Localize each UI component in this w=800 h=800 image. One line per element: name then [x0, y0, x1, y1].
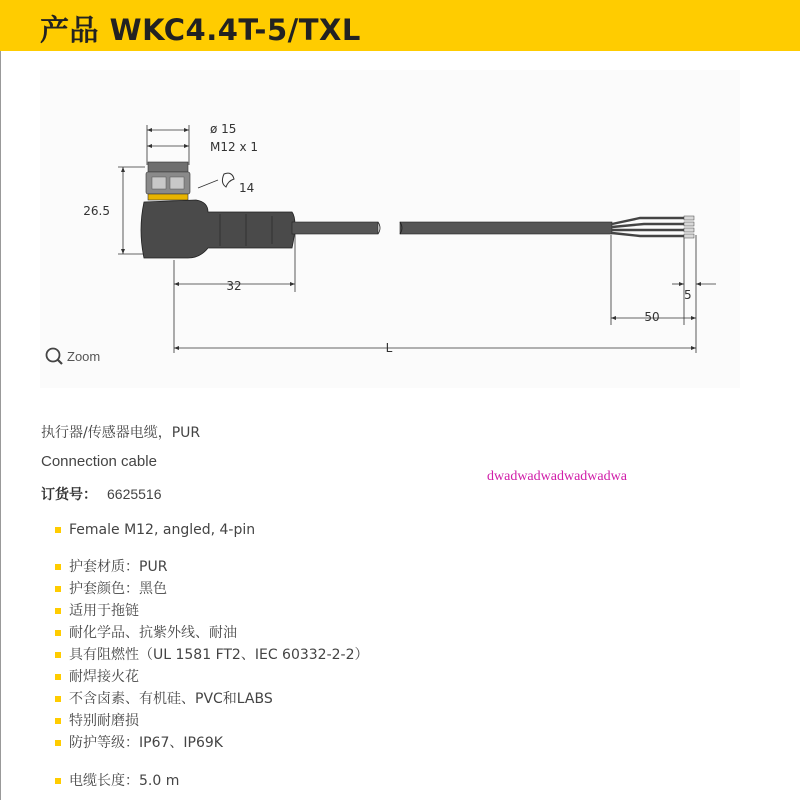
- bullet-icon: [55, 608, 61, 614]
- feature-list-properties: [55, 556, 369, 754]
- dim-height: 26.5: [83, 204, 110, 218]
- bullet-icon: [55, 778, 61, 784]
- order-number-row: [41, 484, 162, 504]
- bullet-icon: [55, 652, 61, 658]
- list-item: 具有阻燃性（UL 1581 FT2、IEC 60332-2-2）: [55, 644, 369, 666]
- dimension-drawing[interactable]: [40, 70, 740, 388]
- magnifier-icon: [44, 346, 64, 366]
- list-item: Female M12, angled, 4-pin: [55, 519, 255, 541]
- bullet-icon: [55, 674, 61, 680]
- dim-thread: M12 x 1: [210, 140, 258, 154]
- feature-list-connector: [55, 519, 255, 541]
- zoom-button[interactable]: [44, 346, 100, 366]
- feature-list-length: [55, 770, 179, 792]
- bullet-icon: [55, 586, 61, 592]
- list-item: 耐焊接火花: [55, 666, 369, 688]
- list-item: 护套材质：PUR: [55, 556, 369, 578]
- bullet-icon: [55, 630, 61, 636]
- bullet-icon: [55, 527, 61, 533]
- bullet-icon: [55, 740, 61, 746]
- page-title: 产品 WKC4.4T-5/TXL: [40, 13, 361, 47]
- list-item: 适用于拖链: [55, 600, 369, 622]
- list-item: 护套颜色：黑色: [55, 578, 369, 600]
- dim-body: 32: [226, 279, 242, 293]
- description-cn: 执行器/传感器电缆，PUR: [41, 425, 201, 441]
- list-item: 耐化学品、抗紫外线、耐油: [55, 622, 369, 644]
- order-number-label: 订货号：: [41, 487, 97, 503]
- bullet-icon: [55, 696, 61, 702]
- dim-diameter: ø 15: [210, 122, 237, 136]
- dim-length: L: [385, 341, 393, 355]
- list-item: 防护等级：IP67、IP69K: [55, 732, 369, 754]
- left-border: [0, 51, 1, 800]
- bullet-icon: [55, 564, 61, 570]
- description-en: Connection cable: [41, 453, 157, 470]
- list-item: 不含卤素、有机硅、PVC和LABS: [55, 688, 369, 710]
- zoom-label: Zoom: [67, 348, 101, 364]
- list-item: 电缆长度：5.0 m: [55, 770, 179, 792]
- dim-lead: 50: [644, 310, 660, 324]
- dim-wrench: 14: [239, 181, 255, 195]
- dim-strip: 5: [684, 288, 692, 302]
- order-number-value: 6625516: [107, 486, 162, 502]
- list-item: 特别耐磨损: [55, 710, 369, 732]
- bullet-icon: [55, 718, 61, 724]
- watermark-text: dwadwadwadwadwadwa: [487, 469, 627, 484]
- header-bar: [0, 0, 800, 51]
- drawing-svg: [40, 70, 740, 388]
